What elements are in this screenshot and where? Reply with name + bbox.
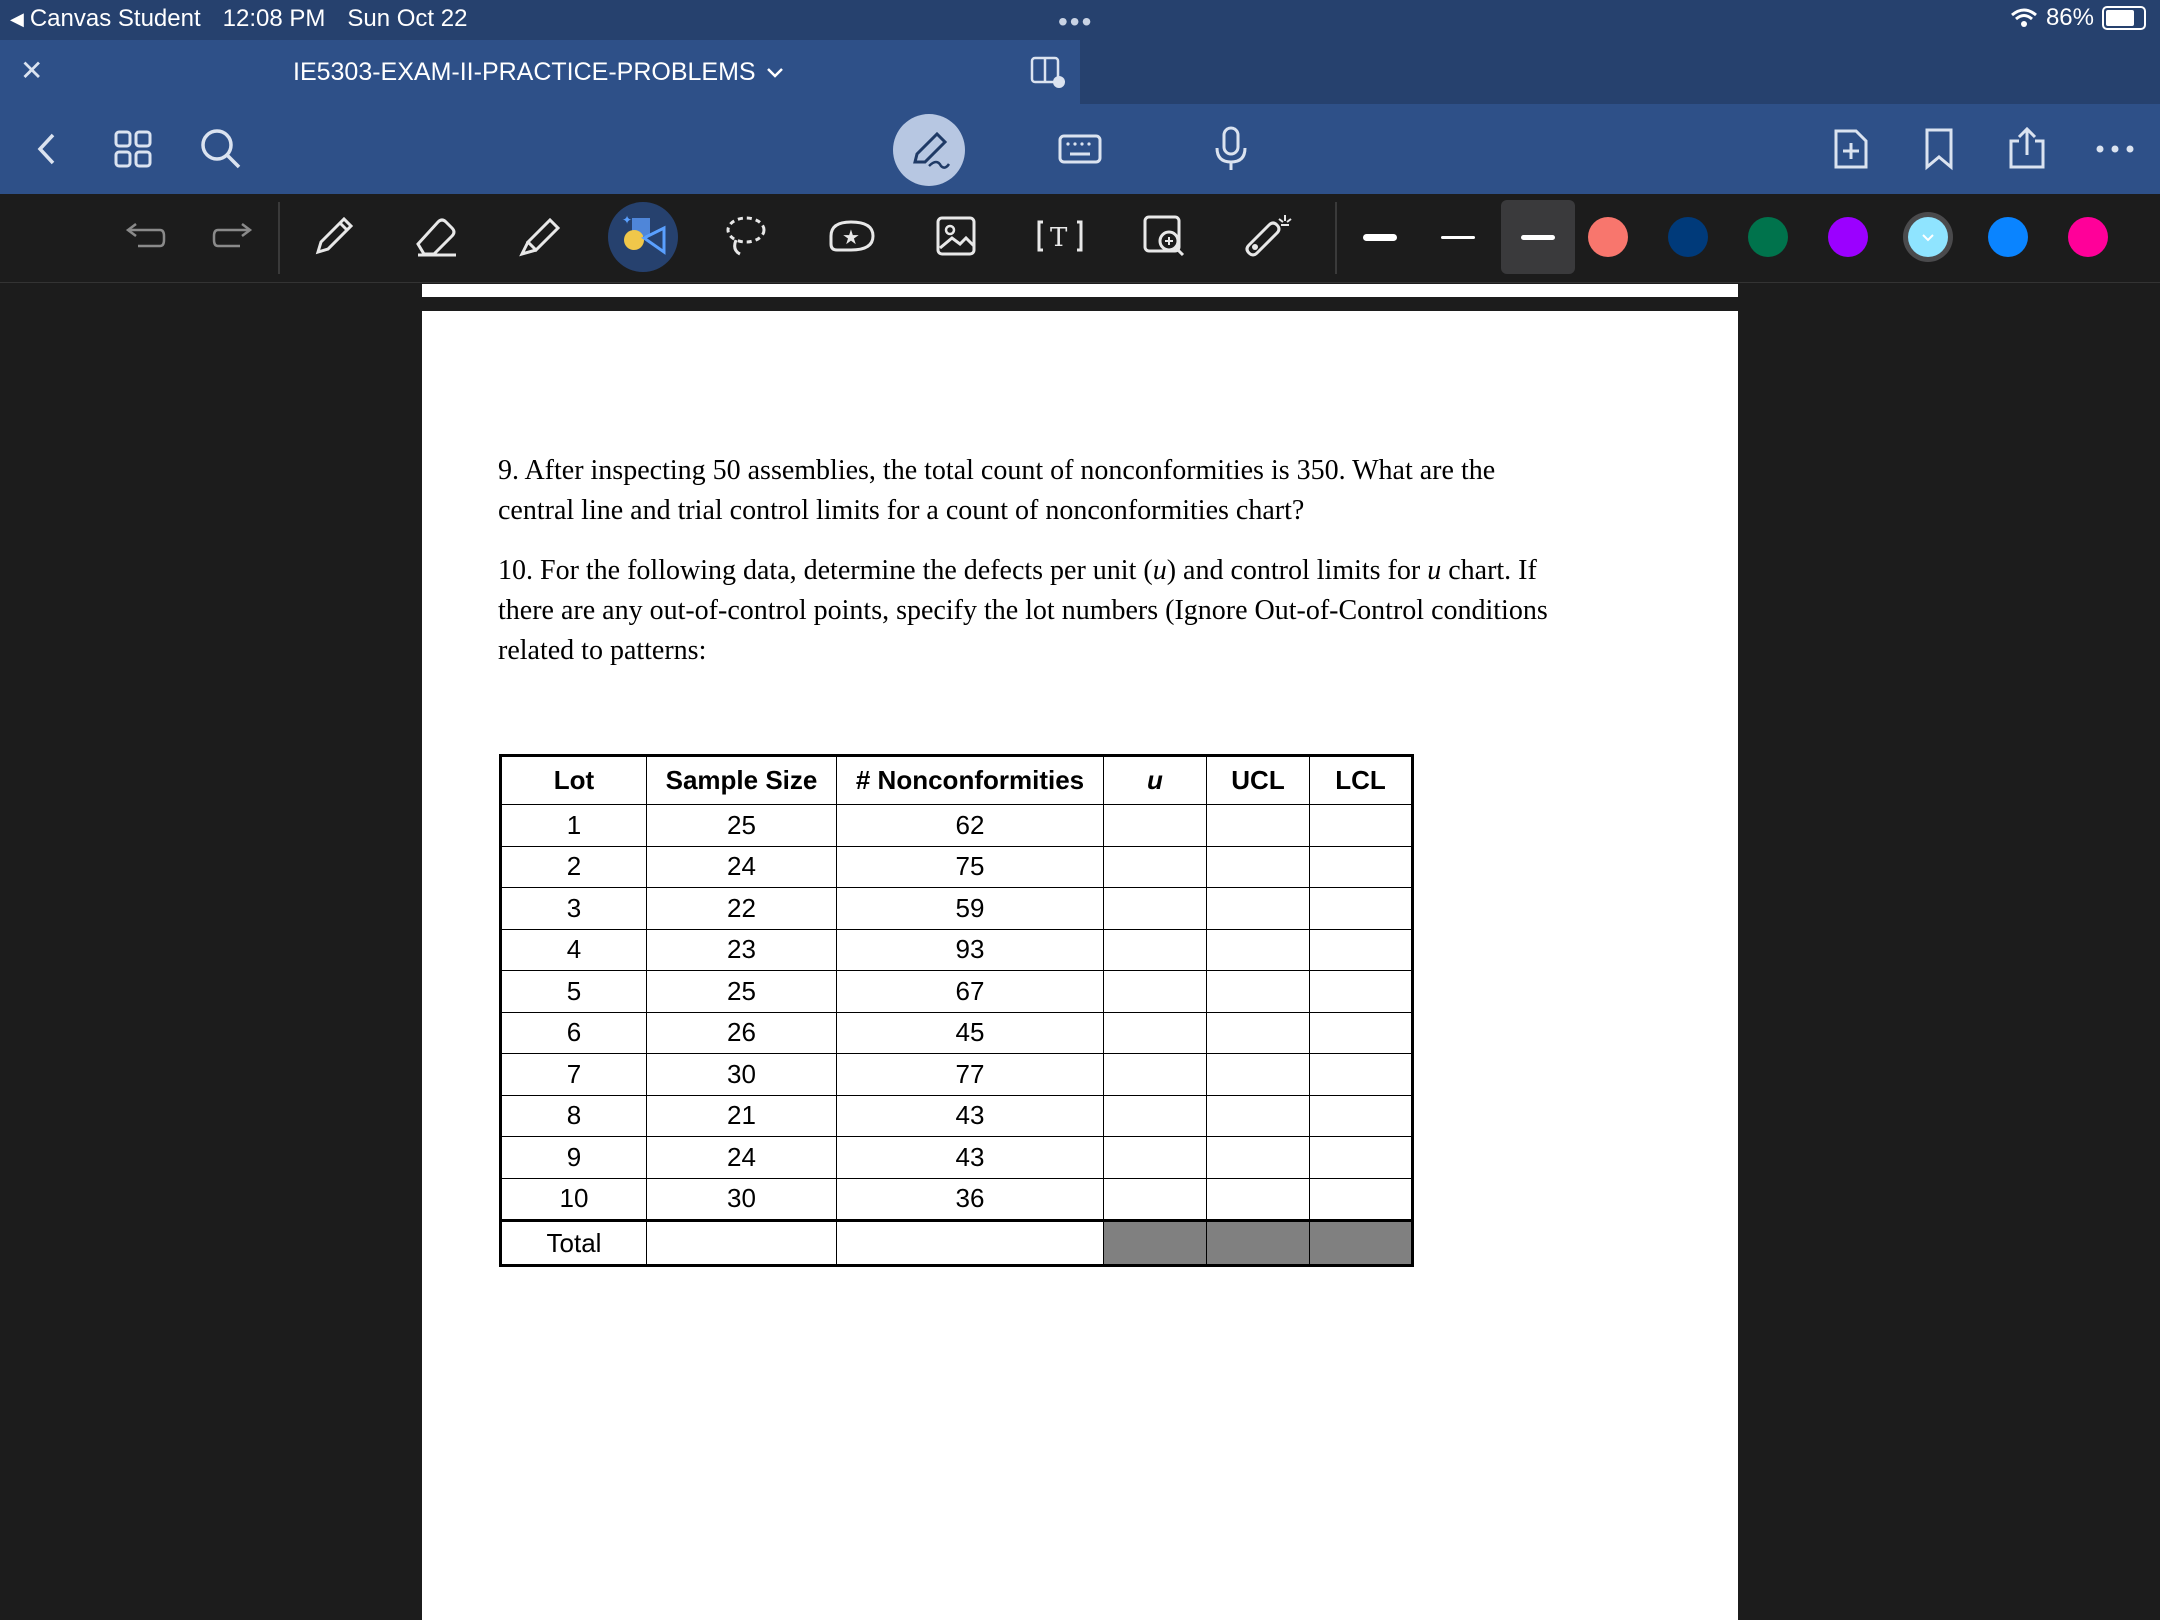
cell-lcl[interactable]	[1310, 846, 1413, 888]
cell-lcl[interactable]	[1310, 805, 1413, 847]
bookmark-button[interactable]	[1914, 124, 1964, 174]
question-10	[498, 551, 1548, 671]
laser-pointer-icon	[1243, 211, 1293, 261]
table-row	[501, 1012, 1413, 1054]
total-u-shaded	[1104, 1221, 1207, 1266]
stroke-thick-icon	[1363, 234, 1397, 241]
shapes-icon	[618, 212, 668, 262]
cell-nonconformities: 75	[837, 846, 1104, 888]
cell-lot: 6	[501, 1012, 647, 1054]
color-swatch[interactable]	[1588, 217, 1628, 257]
image-tool[interactable]	[928, 208, 984, 264]
microphone-button[interactable]	[1206, 122, 1256, 176]
grid-icon	[113, 129, 153, 169]
cell-sample-size: 21	[647, 1095, 837, 1137]
image-icon	[934, 214, 978, 258]
back-button[interactable]	[28, 124, 64, 174]
cell-nonconformities: 59	[837, 888, 1104, 930]
sticker-icon	[827, 216, 877, 256]
share-button[interactable]	[2002, 122, 2052, 174]
cell-lcl[interactable]	[1310, 1054, 1413, 1096]
total-nonconformities	[837, 1221, 1104, 1266]
cell-lot: 9	[501, 1137, 647, 1179]
toolbar-divider-2	[1335, 202, 1337, 274]
microphone-icon	[1213, 126, 1249, 172]
text-box-icon	[1035, 216, 1085, 256]
add-page-icon	[1832, 127, 1870, 171]
zoom-window-icon	[1141, 213, 1187, 259]
stroke-medium-icon	[1521, 235, 1555, 240]
cell-ucl[interactable]	[1207, 1178, 1310, 1221]
shapes-tool[interactable]	[608, 202, 678, 272]
previous-page-edge	[422, 284, 1738, 297]
lasso-icon	[722, 212, 770, 260]
cell-u[interactable]	[1104, 1054, 1207, 1096]
table-row	[501, 1137, 1413, 1179]
pen-write-icon	[907, 128, 951, 172]
color-swatch[interactable]	[1988, 217, 2028, 257]
text-tool[interactable]	[1032, 208, 1088, 264]
cell-u[interactable]	[1104, 1095, 1207, 1137]
cell-ucl[interactable]	[1207, 805, 1310, 847]
cell-ucl[interactable]	[1207, 846, 1310, 888]
bookmark-icon	[1923, 127, 1955, 171]
total-lcl-shaded	[1310, 1221, 1413, 1266]
pen-icon	[312, 214, 356, 258]
q10-text-a: 10. For the following data, determine the defects per unit (	[498, 555, 1153, 586]
zoom-window-tool[interactable]	[1136, 208, 1192, 264]
question-9-line-1: 9. After inspecting 50 assemblies, the total count of nonconformities is 350. What are the	[498, 455, 1496, 486]
cell-u[interactable]	[1104, 805, 1207, 847]
cell-nonconformities: 45	[837, 1012, 1104, 1054]
wifi-icon	[2010, 7, 2038, 29]
cell-lot: 2	[501, 846, 647, 888]
question-10-line-3: related to patterns:	[498, 635, 707, 666]
header-sample-size: Sample Size	[647, 756, 837, 805]
cell-lcl[interactable]	[1310, 971, 1413, 1013]
search-icon	[199, 127, 243, 171]
cell-ucl[interactable]	[1207, 1095, 1310, 1137]
search-button[interactable]	[196, 124, 246, 174]
header-ucl: UCL	[1207, 756, 1310, 805]
table-header-row	[501, 756, 1413, 805]
cell-sample-size: 24	[647, 1137, 837, 1179]
document-title-dropdown[interactable]	[293, 58, 784, 87]
cell-u[interactable]	[1104, 1012, 1207, 1054]
multitasking-dots-icon[interactable]: •••	[1058, 6, 1094, 37]
stroke-medium-button[interactable]	[1501, 200, 1575, 274]
highlighter-tool[interactable]	[512, 208, 568, 264]
cell-sample-size: 25	[647, 971, 837, 1013]
cell-lot: 8	[501, 1095, 647, 1137]
cell-sample-size: 25	[647, 805, 837, 847]
cell-nonconformities: 43	[837, 1095, 1104, 1137]
cell-u[interactable]	[1104, 1137, 1207, 1179]
split-view-icon[interactable]	[1030, 54, 1066, 90]
redo-button[interactable]	[210, 214, 256, 260]
cell-lcl[interactable]	[1310, 1012, 1413, 1054]
document-page	[422, 311, 1738, 1620]
color-swatch[interactable]	[1748, 217, 1788, 257]
question-9-line-2: central line and trial control limits for a count of nonconformities chart?	[498, 495, 1305, 526]
total-sample-size	[647, 1221, 837, 1266]
cell-nonconformities: 67	[837, 971, 1104, 1013]
status-bar	[0, 0, 2160, 40]
q10-text-c: chart. If	[1441, 555, 1537, 586]
cell-nonconformities: 43	[837, 1137, 1104, 1179]
table-row	[501, 971, 1413, 1013]
cell-lcl[interactable]	[1310, 929, 1413, 971]
color-swatch[interactable]	[1908, 217, 1948, 257]
table-row	[501, 888, 1413, 930]
cell-u[interactable]	[1104, 1178, 1207, 1221]
table-total-row	[501, 1221, 1413, 1266]
chevron-left-icon	[35, 131, 57, 167]
eraser-icon	[412, 214, 460, 258]
data-table	[499, 754, 1414, 1267]
eraser-tool[interactable]	[408, 208, 464, 264]
q10-u-symbol-2: u	[1427, 555, 1442, 586]
close-icon[interactable]: ✕	[20, 55, 44, 86]
table-row	[501, 846, 1413, 888]
cell-lcl[interactable]	[1310, 1095, 1413, 1137]
more-icon	[2095, 144, 2135, 154]
chevron-down-icon	[1908, 217, 1948, 257]
table-row	[501, 1054, 1413, 1096]
highlighter-icon	[516, 214, 564, 258]
svg-text:T: T	[1050, 223, 1068, 253]
sticker-tool[interactable]	[824, 208, 880, 264]
chevron-down-icon	[766, 67, 784, 79]
cell-nonconformities: 93	[837, 929, 1104, 971]
cell-ucl[interactable]	[1207, 929, 1310, 971]
status-date: Sun Oct 22	[347, 5, 468, 32]
cell-ucl[interactable]	[1207, 888, 1310, 930]
question-10-line-2: there are any out-of-control points, specify the lot numbers (Ignore Out-of-Control conditions	[498, 595, 1548, 626]
header-nonconformities: # Nonconformities	[837, 756, 1104, 805]
back-app-label: Canvas Student	[29, 5, 201, 32]
cell-lot: 7	[501, 1054, 647, 1096]
cell-sample-size: 26	[647, 1012, 837, 1054]
cell-ucl[interactable]	[1207, 1137, 1310, 1179]
cell-lcl[interactable]	[1310, 1178, 1413, 1221]
undo-icon	[124, 222, 166, 252]
color-swatch[interactable]	[1828, 217, 1868, 257]
cell-ucl[interactable]	[1207, 1012, 1310, 1054]
thumbnails-button[interactable]	[108, 124, 158, 174]
header-lot: Lot	[501, 756, 647, 805]
pen-tool[interactable]	[306, 208, 362, 264]
document-title: IE5303-EXAM-II-PRACTICE-PROBLEMS	[293, 58, 756, 86]
cell-sample-size: 23	[647, 929, 837, 971]
more-button[interactable]	[2090, 124, 2140, 174]
keyboard-icon	[1058, 132, 1102, 166]
table-row	[501, 929, 1413, 971]
stroke-thin-icon	[1441, 236, 1475, 239]
cell-u[interactable]	[1104, 929, 1207, 971]
svg-text:✦: ✦	[622, 213, 633, 227]
cell-nonconformities: 62	[837, 805, 1104, 847]
stroke-thick-button[interactable]	[1356, 212, 1404, 262]
table-row	[501, 805, 1413, 847]
document-tab[interactable]	[0, 40, 1080, 104]
cell-lot: 5	[501, 971, 647, 1013]
cell-lcl[interactable]	[1310, 888, 1413, 930]
cell-sample-size: 24	[647, 846, 837, 888]
cell-nonconformities: 77	[837, 1054, 1104, 1096]
table-row	[501, 1095, 1413, 1137]
laser-pointer-tool[interactable]	[1240, 208, 1296, 264]
battery-icon	[2102, 6, 2146, 30]
cell-lot: 10	[501, 1178, 647, 1221]
header-u: u	[1104, 756, 1207, 805]
cell-lcl[interactable]	[1310, 1137, 1413, 1179]
cell-lot: 1	[501, 805, 647, 847]
header-lcl: LCL	[1310, 756, 1413, 805]
question-10-line-1	[498, 551, 1548, 591]
status-time: 12:08 PM	[222, 5, 326, 32]
cell-u[interactable]	[1104, 888, 1207, 930]
keyboard-button[interactable]	[1055, 124, 1105, 174]
lasso-tool[interactable]	[718, 208, 774, 264]
add-page-button[interactable]	[1826, 124, 1876, 174]
battery-percent: 86%	[2045, 4, 2094, 31]
cell-u[interactable]	[1104, 971, 1207, 1013]
cell-ucl[interactable]	[1207, 971, 1310, 1013]
table-row	[501, 1178, 1413, 1221]
cell-lot: 4	[501, 929, 647, 971]
cell-nonconformities: 36	[837, 1178, 1104, 1221]
cell-sample-size: 30	[647, 1054, 837, 1096]
toolbar-divider	[278, 202, 280, 274]
cell-ucl[interactable]	[1207, 1054, 1310, 1096]
cell-lot: 3	[501, 888, 647, 930]
stroke-thin-button[interactable]	[1434, 212, 1482, 262]
cell-sample-size: 22	[647, 888, 837, 930]
redo-icon	[212, 222, 254, 252]
q10-text-b: ) and control limits for	[1166, 555, 1428, 586]
question-9	[498, 451, 1495, 531]
cell-sample-size: 30	[647, 1178, 837, 1221]
total-label: Total	[501, 1221, 647, 1266]
cell-u[interactable]	[1104, 846, 1207, 888]
color-swatch[interactable]	[2068, 217, 2108, 257]
undo-button[interactable]	[122, 214, 168, 260]
back-triangle-icon: ◀	[10, 8, 24, 29]
svg-text:★: ★	[842, 225, 860, 249]
back-to-app-link[interactable]	[10, 5, 201, 33]
q10-u-symbol-1: u	[1152, 555, 1167, 586]
share-icon	[2007, 125, 2047, 171]
total-ucl-shaded	[1207, 1221, 1310, 1266]
pen-mode-glyph	[893, 114, 965, 186]
color-swatch[interactable]	[1668, 217, 1708, 257]
